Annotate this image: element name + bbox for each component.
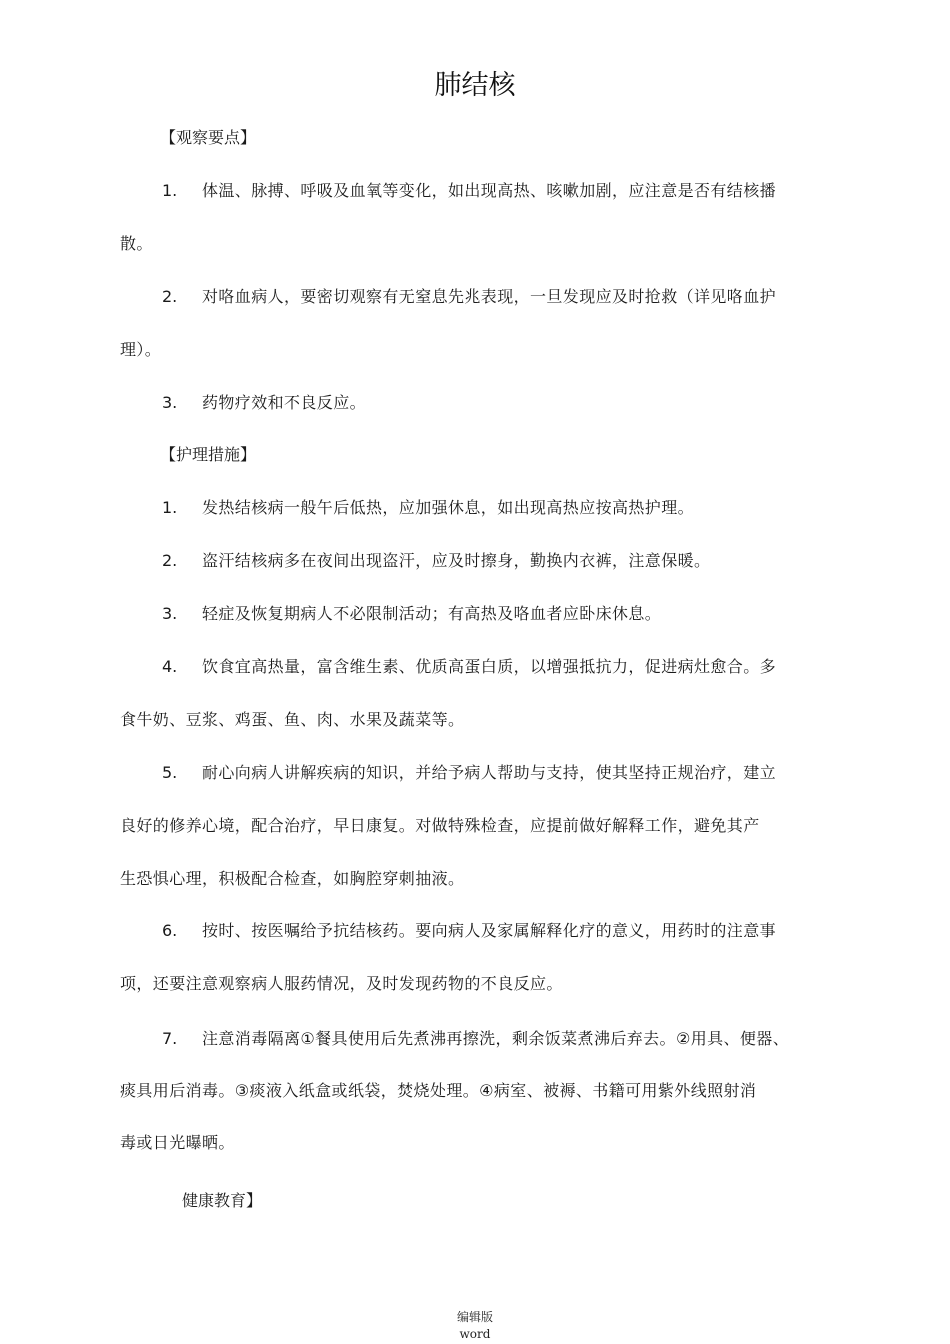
item-text: 散。	[120, 234, 153, 253]
footer-label: 编辑版	[456, 1310, 493, 1324]
item-text: 盗汗结核病多在夜间出现盗汗，应及时擦身，勤换内衣裤，注意保暖。	[202, 551, 711, 570]
item-number: 4.	[162, 657, 178, 676]
item-text: 发热结核病一般午后低热，应加强休息，如出现高热应按高热护理。	[202, 498, 695, 517]
item-text: 毒或日光曝晒。	[120, 1133, 235, 1152]
item-text: 生恐惧心理，积极配合检查，如胸腔穿刺抽液。	[120, 869, 465, 888]
section-heading-observation: 【观察要点】	[160, 128, 257, 147]
item-number: 2.	[162, 551, 178, 570]
item-text: 耐心向病人讲解疾病的知识，并给予病人帮助与支持，使其坚持正规治疗，建立	[202, 763, 777, 782]
item-text: 饮食宜高热量，富含维生素、优质高蛋白质，以增强抵抗力，促进病灶愈合。多	[202, 657, 777, 676]
item-number: 1.	[162, 498, 178, 517]
item-text: 对咯血病人，要密切观察有无窒息先兆表现，一旦发现应及时抢救（详见咯血护	[202, 287, 777, 306]
item-text: 体温、脉搏、呼吸及血氧等变化，如出现高热、咳嗽加剧，应注意是否有结核播	[202, 181, 777, 200]
item-text: 按时、按医嘱给予抗结核药。要向病人及家属解释化疗的意义，用药时的注意事	[202, 921, 777, 940]
item-text: 轻症及恢复期病人不必限制活动；有高热及咯血者应卧床休息。	[202, 604, 662, 623]
item-number: 1.	[162, 181, 178, 200]
item-text: 理）。	[120, 340, 162, 359]
item-text: 注意消毒隔离①餐具使用后先煮沸再擦洗，剩余饭菜煮沸后弃去。②用具、便器、	[202, 1029, 790, 1048]
item-text: 药物疗效和不良反应。	[202, 393, 367, 412]
item-number: 6.	[162, 921, 178, 940]
section-heading-nursing: 【护理措施】	[160, 445, 257, 464]
item-number: 3.	[162, 604, 178, 623]
item-text: 良好的修养心境，配合治疗，早日康复。对做特殊检查，应提前做好解释工作，避免其产	[120, 816, 760, 835]
item-text: 项，还要注意观察病人服药情况，及时发现药物的不良反应。	[120, 974, 563, 993]
page-title: 肺结核	[434, 70, 516, 101]
item-number: 3.	[162, 393, 178, 412]
item-number: 7.	[162, 1029, 178, 1048]
item-number: 5.	[162, 763, 178, 782]
item-text: 食牛奶、豆浆、鸡蛋、鱼、肉、水果及蔬菜等。	[120, 710, 465, 729]
item-number: 2.	[162, 287, 178, 306]
item-text: 痰具用后消毒。③痰液入纸盒或纸袋，焚烧处理。④病室、被褥、书籍可用紫外线照射消	[120, 1081, 757, 1100]
section-heading-education: 健康教育】	[182, 1191, 263, 1210]
footer-word: word	[459, 1327, 491, 1341]
